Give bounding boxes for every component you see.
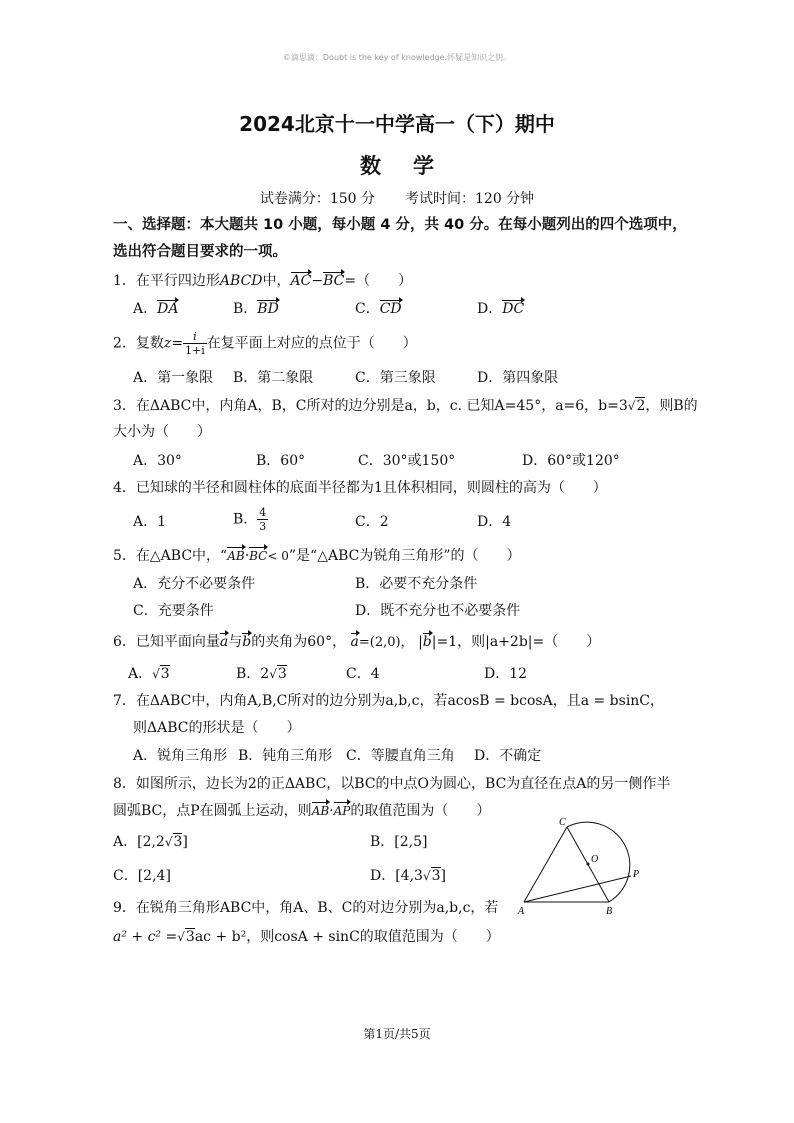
q3-option-d: D．60°或120° <box>522 453 620 469</box>
q4-option-c: C．2 <box>355 514 389 530</box>
label-p: P <box>633 869 640 880</box>
q8-option-c: C．[2,4] <box>113 868 171 884</box>
q5-option-b: B．必要不充分条件 <box>355 576 478 592</box>
q4-option-b: B． $\frac{4}{3}$ <box>233 506 267 533</box>
watermark: ©滴思滴：Doubt is the key of knowledge.怀疑是知识之钥。 <box>282 53 512 62</box>
question-8: 8．如图所示，边长为2的正ΔABC，以BC的中点O为圆心，BC为直径在点A的另一侧作半 <box>113 776 671 792</box>
question-9-line2: a² + c² =√3ac + b²，则cosA + sinC的取值范围为（ ） <box>113 929 500 945</box>
q1-option-c: C．CD <box>355 301 402 317</box>
q7-option-c: C．等腰直角三角 <box>346 748 455 764</box>
q6-option-a: A．√3 <box>128 666 170 682</box>
question-7-line2: 则ΔABC的形状是（ ） <box>133 720 301 736</box>
q2-option-d: D．第四象限 <box>477 370 559 386</box>
question-2: 2．复数z= $\frac{i}{1+i}$ 在复平面上对应的点位于（ ） <box>113 330 417 357</box>
q5-option-c: C．充要条件 <box>133 603 214 619</box>
q8-option-a: A．[2,2√3] <box>113 834 188 850</box>
question-3: 3．在ΔABC中，内角A，B，C所对的边分别是a，b，c. 已知A=45°，a=6，b=3√2，则B的 <box>113 398 698 414</box>
question-7: 7．在ΔABC中，内角A,B,C所对的边分别为a,b,c，若acosB = bcosA，且a = bsinC， <box>113 693 665 709</box>
q1-option-a: A．DA <box>133 301 179 317</box>
q6-option-b: B．2√3 <box>236 666 287 682</box>
section-heading: 一、选择题：本大题共 10 小题，每小题 4 分，共 40 分。在每小题列出的四个选项中，选出符合题目要求的一项。 <box>113 217 687 260</box>
q1-option-b: B．BD <box>233 301 279 317</box>
q4-option-d: D．4 <box>477 514 512 530</box>
question-9: 9．在锐角三角形ABC中，角A、B、C的对边分别为a,b,c，若 <box>113 900 499 916</box>
q5-option-d: D．既不充分也不必要条件 <box>355 603 521 619</box>
subject-title: 数学 <box>360 154 466 178</box>
full-score: 试卷满分：150 分 <box>259 191 375 207</box>
q2-option-c: C．第三象限 <box>355 370 436 386</box>
question-4: 4．已知球的半径和圆柱体的底面半径都为1且体积相同，则圆柱的高为（ ） <box>113 480 607 496</box>
q7-option-a: A．锐角三角形 <box>133 748 228 764</box>
question-3-line2: 大小为（ ） <box>113 424 211 440</box>
page-title: 2024北京十一中学高一（下）期中 <box>239 112 555 136</box>
q6-option-d: D．12 <box>484 666 528 682</box>
q1-option-d: D．DC <box>477 301 525 317</box>
question-6: 6．已知平面向量a与b的夹角为60°， a=(2,0)， |b|=1，则|a+2b|=（ ） <box>113 634 601 650</box>
q3-option-b: B．60° <box>256 453 306 469</box>
label-b: B <box>606 906 613 917</box>
label-a: A <box>518 906 525 917</box>
q7-option-d: D．不确定 <box>474 748 542 764</box>
question-5: 5．在△ABC中，“AB·BC< 0”是“△ABC为锐角三角形”的（ ） <box>113 548 521 564</box>
q2-option-a: A．第一象限 <box>133 370 214 386</box>
q6-option-c: C．4 <box>346 666 380 682</box>
q2-option-b: B．第二象限 <box>233 370 314 386</box>
q3-option-a: A．30° <box>133 453 182 469</box>
q4-option-a: A．1 <box>133 514 167 530</box>
q3-option-c: C．30°或150° <box>358 453 456 469</box>
page-footer: 第1页/共5页 <box>363 1027 431 1041</box>
q8-option-d: D．[4,3√3] <box>370 868 446 884</box>
exam-time: 考试时间：120 分钟 <box>405 191 535 207</box>
q7-option-b: B．钝角三角形 <box>238 748 333 764</box>
question-1: 1．在平行四边形ABCD中，AC−BC=（ ） <box>113 273 413 289</box>
triangle-semicircle-figure <box>514 815 644 920</box>
exam-meta <box>0 188 794 208</box>
label-o: O <box>591 854 599 865</box>
q5-option-a: A．充分不必要条件 <box>133 576 256 592</box>
question-8-line2: 圆弧BC，点P在圆弧上运动，则AB·AP的取值范围为（ ） <box>113 803 491 819</box>
q8-option-b: B．[2,5] <box>370 834 428 850</box>
label-c: C <box>559 817 566 828</box>
